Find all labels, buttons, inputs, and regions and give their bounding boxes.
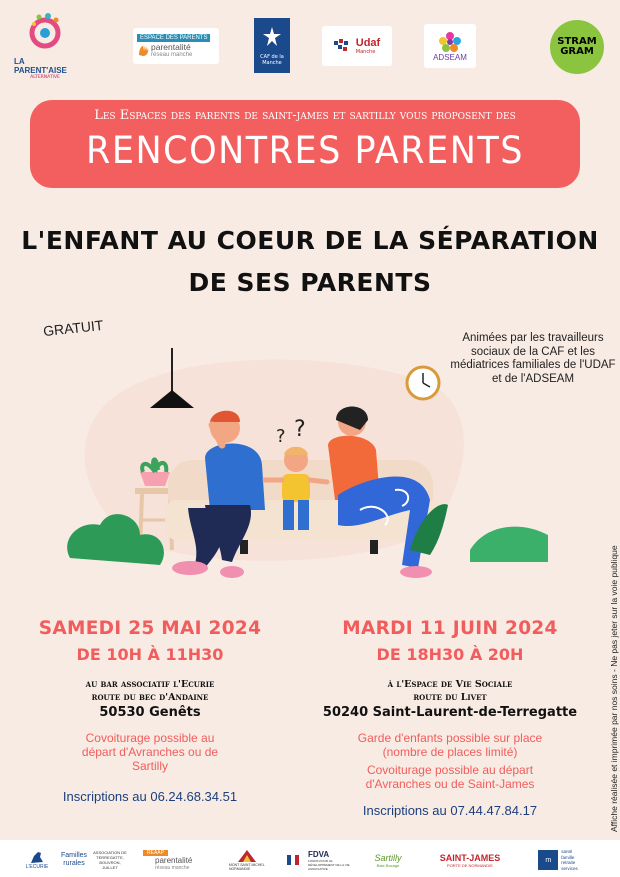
adseam-flower-icon [437, 31, 463, 53]
espace-des-parents-logo [133, 28, 219, 64]
caf-text: CAF de la Manche [260, 53, 284, 66]
mont-text: MONT SAINT-MICHEL NORMANDIE [229, 863, 265, 871]
republique-logo [285, 846, 301, 874]
familles-rurales-text: Familles rurales [60, 852, 88, 867]
caf-emblem-icon [261, 26, 283, 48]
saint-james-subtext: PORTE DE NORMANDIE [447, 862, 493, 868]
espace-des-parents-sub: réseau manche [151, 52, 193, 58]
banner-intro: Les Espaces des parents de saint-james et sartilly vous proposent des [94, 108, 516, 123]
partner-logos-top [0, 8, 620, 80]
event-1-date: SAMEDI 25 MAI 2024 [38, 618, 262, 639]
saint-james-text: SAINT-JAMES [439, 852, 501, 863]
banner-title: RENCONTRES PARENTS [86, 129, 524, 173]
la-parentaise-logo [14, 10, 76, 80]
association-text: ASSOCIATION DE TERREGATTE, BOUVRON, JUILLET [93, 850, 127, 870]
ecurie-logo [22, 846, 52, 874]
event-1 [0, 618, 300, 804]
gram-text: GRAM [560, 46, 594, 57]
association-logo [92, 846, 128, 874]
event-1-place-line-1: au bar associatif l'Ecurie [85, 679, 215, 690]
reaap-logo [143, 846, 215, 874]
sartilly-text: Sartilly [374, 852, 402, 863]
reaap-bar: REAAP [143, 850, 168, 856]
animation-note: Animées par les travailleurs sociaux de la CAF et les médiatrices familiales de l'UDAF et de l'ADSEAM [450, 332, 616, 385]
msa-text-3: retraite [561, 860, 576, 865]
svg-text:?: ? [276, 426, 286, 447]
event-2-place [300, 678, 600, 719]
sartilly-subtext: Baie Bocage [376, 862, 400, 868]
event-2-time: DE 18H30 À 20H [376, 645, 524, 664]
french-flag-icon [287, 855, 299, 865]
title-banner [30, 100, 580, 188]
print-disclaimer: Affiche réalisée et imprimée par nos soins - Ne pas jeter sur la voie publique [609, 545, 619, 832]
event-1-time: DE 10H À 11H30 [76, 645, 224, 664]
event-2-childcare-note: Garde d'enfants possible sur place (nombre de places limité) [357, 731, 543, 759]
fdva-subtext: FONDS POUR LE DÉVELOPPEMENT DE LA VIE ASSOCIATIVE [308, 858, 350, 871]
event-2-city: 50240 Saint-Laurent-de-Terregatte [322, 705, 578, 720]
stram-text: STRAM [557, 36, 597, 47]
event-1-place [0, 678, 300, 719]
horse-icon [29, 850, 45, 864]
event-1-city: 50530 Genêts [99, 705, 201, 720]
event-2-carpool-note: Covoiturage possible au départ d'Avranches ou de Saint-James [365, 763, 535, 791]
adseam-logo [424, 24, 476, 68]
familles-rurales-logo [60, 846, 88, 874]
udaf-logo [322, 26, 392, 66]
event-1-carpool-note: Covoiturage possible au départ d'Avranches ou de Sartilly [81, 731, 219, 773]
sartilly-logo [366, 846, 410, 874]
la-parentaise-subtext: ALTERNATIVE [30, 74, 60, 80]
partner-logos-bottom [0, 840, 620, 877]
msa-text-4: services [561, 865, 578, 871]
msa-logo [527, 846, 589, 874]
reaap-sub: réseau manche [155, 864, 190, 871]
child-torso [282, 474, 310, 502]
event-2-registration: Inscriptions au 07.44.47.84.17 [362, 803, 538, 818]
event-1-place-line-2: route du bec d'Andaine [91, 692, 209, 703]
udaf-text: Udaf [355, 37, 381, 49]
event-2-date: MARDI 11 JUIN 2024 [342, 618, 558, 639]
headline [20, 220, 600, 304]
headline-line-2: DE SES PARENTS [188, 268, 432, 297]
udaf-subtext: Manche [355, 49, 376, 55]
fdva-logo [308, 846, 354, 874]
mont-saint-michel-logo [229, 846, 265, 874]
headline-line-1: L'ENFANT AU COEUR DE LA SÉPARATION [21, 226, 599, 255]
espace-des-parents-bar: ESPACE DES PARENTS [137, 34, 210, 42]
event-2 [300, 618, 600, 818]
event-2-place-line-1: à l'Espace de Vie Sociale [387, 679, 513, 690]
free-label: GRATUIT [42, 316, 105, 340]
espace-des-parents-main: parentalité [151, 42, 191, 52]
msa-text-1: santé [561, 849, 573, 854]
adseam-text: ADSEAM [433, 52, 467, 62]
reaap-main: parentalité [155, 855, 193, 865]
event-1-registration: Inscriptions au 06.24.68.34.51 [62, 789, 238, 804]
caf-logo [254, 18, 290, 73]
la-parentaise-text: LA PARENT'AISE [14, 56, 67, 75]
mont-icon [237, 849, 257, 863]
msa-text [561, 849, 578, 871]
svg-text:?: ? [294, 417, 306, 442]
bush-right-icon [470, 527, 548, 562]
flower-pot [140, 472, 170, 486]
event-2-place-line-2: route du Livet [413, 692, 487, 703]
msa-text-2: famille [561, 854, 575, 860]
family-separation-illustration [0, 340, 620, 590]
saint-james-logo [428, 846, 512, 874]
la-parentaise-emblem-icon [26, 11, 64, 55]
udaf-emblem-icon [334, 37, 352, 55]
hand-icon [137, 43, 150, 57]
father-torso [205, 443, 265, 510]
msa-emblem-icon: m [538, 850, 558, 870]
fdva-text: FDVA [308, 849, 330, 859]
ecurie-text: L'ECURIE [25, 864, 49, 870]
stram-gram-logo [550, 20, 604, 74]
